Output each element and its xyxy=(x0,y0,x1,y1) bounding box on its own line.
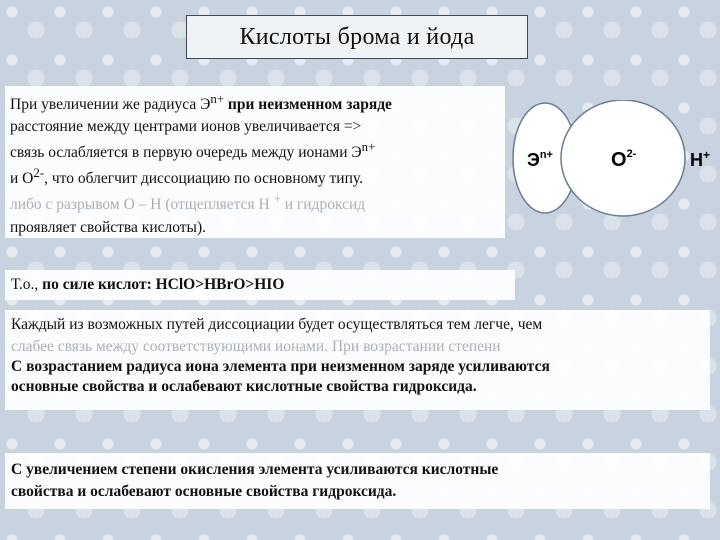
ion-diagram xyxy=(505,100,720,230)
oxidation-rule-panel xyxy=(5,453,710,509)
text-line: либо с разрывом O – H (отщепляется H + и гидроксид xyxy=(10,191,366,214)
cation-label: $Э^{n+}$ xyxy=(527,149,553,170)
acid-strength-statement: по силе кислот: HClO>HBrO>HIO xyxy=(42,276,285,293)
slide-title-text: Кислоты брома и йода xyxy=(239,23,475,50)
text-line: проявляет свойства кислоты). xyxy=(10,218,207,236)
radius-rule-line: основные свойства и ослабевают кислотные свойства гидроксида. xyxy=(11,378,477,395)
text-line: расстояние между центрами ионов увеличивается => xyxy=(10,118,362,136)
dissociation-panel xyxy=(5,310,710,410)
acid-strength-panel xyxy=(5,270,515,300)
text-line: свойства и ослабевают основные свойства гидроксида. xyxy=(11,483,397,500)
text-line: Каждый из возможных путей диссоциации будет осуществляться тем легче, чем xyxy=(11,316,543,333)
radius-rule-line: С возрастанием радиуса иона элемента при неизменном заряде усиливаются xyxy=(11,358,550,375)
text-line: слабее связь между соответствующими ионами. При возрастании степени xyxy=(11,338,501,355)
oxygen-label: $O^{2-}$ xyxy=(611,148,637,171)
hydrogen-label: H+ xyxy=(690,148,711,170)
text-line: С увеличением степени окисления элемента усиливаются кислотные xyxy=(11,461,499,478)
radius-explanation-panel xyxy=(5,86,505,238)
text-line: и $O^{2-}$, что облегчит диссоциацию по основному типу. xyxy=(10,165,363,188)
text-line: При увеличении же радиуса $Э^{n+}$ при неизменном заряде xyxy=(10,91,392,114)
acid-strength-prefix: Т.о., xyxy=(11,276,43,293)
slide-title xyxy=(186,15,528,59)
text-line: связь ослабляется в первую очередь между ионами $Э^{n+}$ xyxy=(10,139,376,162)
